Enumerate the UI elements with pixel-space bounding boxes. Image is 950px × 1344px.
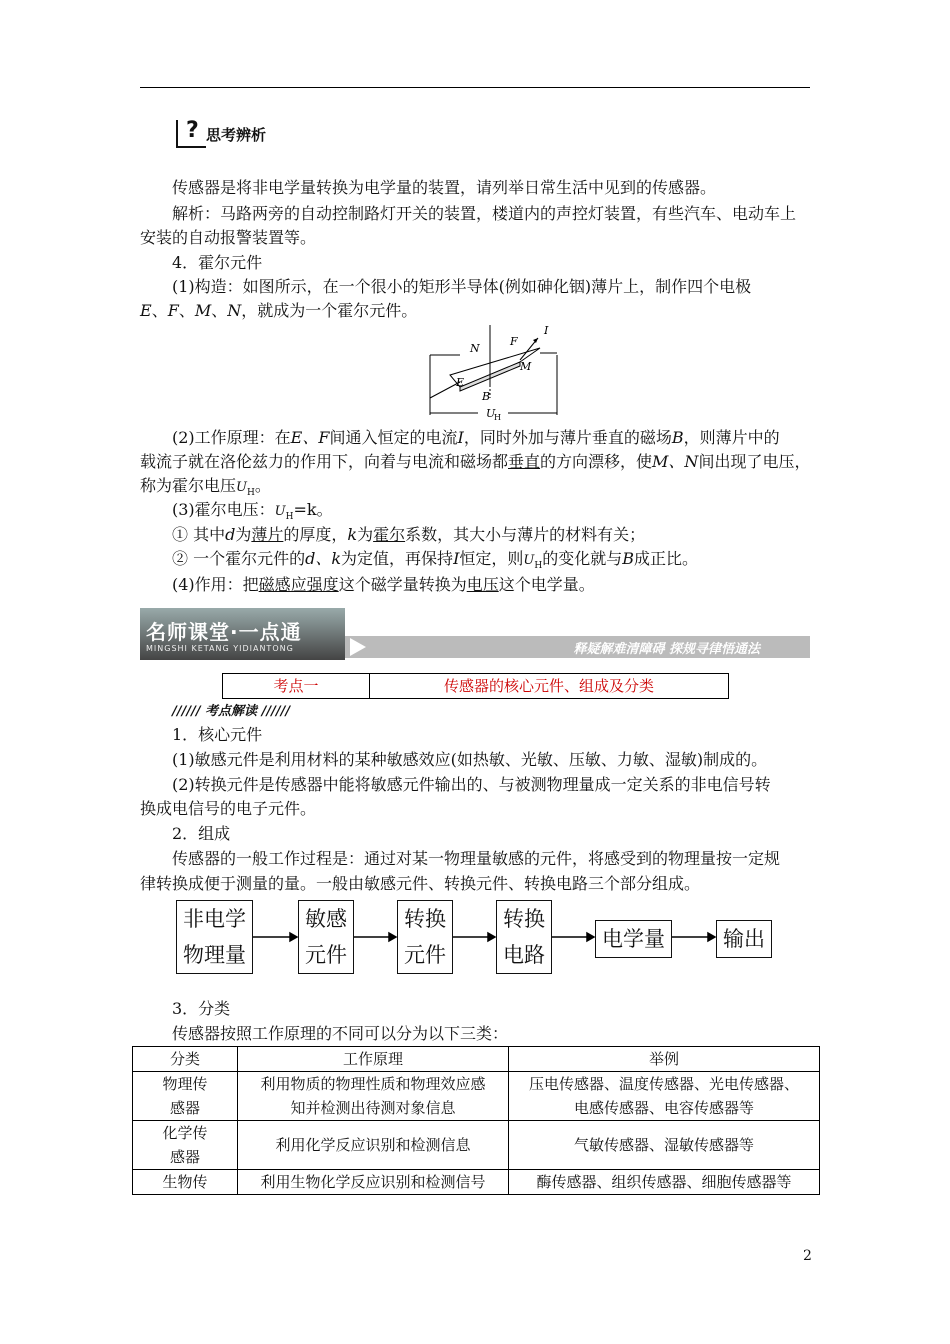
- table-header: 举例: [509, 1047, 820, 1072]
- flow-box-circuit: 转换 电路: [496, 900, 552, 974]
- kaodian-number: 考点一: [223, 674, 370, 698]
- hall-principle-line-2: 载流子就在洛伦兹力的作用下，向着与电流和磁场都垂直的方向漂移，使M、N间出现了电压，: [140, 452, 811, 471]
- core-p1: (1)敏感元件是利用材料的某种敏感效应(如热敏、光敏、压敏、力敏、湿敏)制成的。: [172, 750, 768, 769]
- fig-label-H: H: [494, 413, 501, 422]
- hall-structure-line-1: (1)构造：如图所示，在一个很小的矩形半导体(例如砷化铟)薄片上，制作四个电极: [172, 277, 752, 296]
- table-cell: 物理传 感器: [133, 1072, 238, 1121]
- flow-box-nonelectric: 非电学 物理量: [176, 900, 253, 974]
- table-header: 分类: [133, 1047, 238, 1072]
- fig-label-N: N: [470, 342, 480, 355]
- core-p2a: (2)转换元件是传感器中能将敏感元件输出的、与被测物理量成一定关系的非电信号转: [172, 775, 771, 794]
- fig-label-B: B: [482, 390, 491, 403]
- hall-note-2: ② 一个霍尔元件的d、k为定值，再保持I恒定，则$U_H$的变化就与B成正比。: [172, 549, 699, 572]
- flow-box-transducer: 转换 元件: [397, 900, 453, 974]
- think-title: 思考辨析: [206, 126, 267, 144]
- fig-label-F: F: [510, 335, 518, 348]
- classification-intro: 传感器按照工作原理的不同可以分为以下三类：: [172, 1024, 509, 1043]
- table-cell: 酶传感器、组织传感器、细胞传感器等: [509, 1170, 820, 1195]
- table-header: 工作原理: [238, 1047, 509, 1072]
- flow-box-output: 输出: [716, 920, 772, 958]
- heading-hall-element: 4．霍尔元件: [172, 253, 263, 272]
- hall-function: (4)作用：把磁感应强度这个磁学量转换为电压这个电学量。: [172, 575, 595, 594]
- core-heading: 1．核心元件: [172, 725, 263, 744]
- fig-label-M: M: [520, 360, 532, 373]
- hall-principle-line-1: (2)工作原理：在E、F间通入恒定的电流I，同时外加与薄片垂直的磁场B，则薄片中的: [172, 428, 780, 447]
- hall-structure-line-2: E、F、M、N，就成为一个霍尔元件。: [140, 301, 418, 320]
- flow-box-sensitive: 敏感 元件: [298, 900, 354, 974]
- hall-voltage: (3)霍尔电压：$U_H=k$。: [172, 500, 333, 523]
- question-mark-icon: ?: [186, 118, 199, 143]
- table-cell: 利用化学反应识别和检测信息: [238, 1121, 509, 1170]
- table-row: [133, 1170, 820, 1195]
- table-cell: 利用物质的物理性质和物理效应感 知并检测出待测对象信息: [238, 1072, 509, 1121]
- kaodian-title: 传感器的核心元件、组成及分类: [443, 677, 654, 695]
- flow-box-electric: 电学量: [595, 920, 672, 958]
- table-row: [133, 1121, 820, 1170]
- table-header-row: [133, 1047, 820, 1072]
- fig-label-U: U: [486, 407, 496, 420]
- page-number: 2: [803, 1248, 812, 1264]
- answer-line-1: 解析：马路两旁的自动控制路灯开关的装置，楼道内的声控灯装置，有些汽车、电动车上: [172, 204, 797, 223]
- fig-label-E: E: [456, 376, 465, 389]
- banner-subtitle: MINGSHI KETANG YIDIANTONG: [146, 644, 294, 653]
- banner-title: 名师课堂·一点通: [146, 620, 302, 644]
- table-cell: 压电传感器、温度传感器、光电传感器、 电感传感器、电容传感器等: [509, 1072, 820, 1121]
- composition-p1: 传感器的一般工作过程是：通过对某一物理量敏感的元件，将感受到的物理量按一定规: [172, 849, 781, 868]
- table-cell: 生物传: [133, 1170, 238, 1195]
- hall-note-1: ① 其中d为薄片的厚度，k为霍尔系数，其大小与薄片的材料有关；: [172, 525, 646, 544]
- question-text: 传感器是将非电学量转换为电学量的装置，请列举日常生活中见到的传感器。: [172, 178, 717, 197]
- table-cell: 利用生物化学反应识别和检测信号: [238, 1170, 509, 1195]
- kaodian-jiedu-heading: ////// 考点解读 //////: [172, 704, 291, 719]
- table-cell: 气敏传感器、湿敏传感器等: [509, 1121, 820, 1170]
- table-row: [133, 1072, 820, 1121]
- classification-heading: 3．分类: [172, 999, 231, 1018]
- table-cell: 化学传 感器: [133, 1121, 238, 1170]
- classification-table: [132, 1046, 820, 1195]
- answer-line-2: 安装的自动报警装置等。: [140, 228, 317, 247]
- banner-slogan: 释疑解难清障碍 探规寻律悟通法: [573, 642, 760, 657]
- fig-label-I: I: [544, 324, 549, 337]
- composition-p2: 律转换成便于测量的量。一般由敏感元件、转换元件、转换电路三个部分组成。: [140, 874, 701, 893]
- hall-principle-line-3: 称为霍尔电压$U_H$。: [140, 476, 271, 499]
- composition-heading: 2．组成: [172, 824, 231, 843]
- core-p2b: 换成电信号的电子元件。: [140, 799, 317, 818]
